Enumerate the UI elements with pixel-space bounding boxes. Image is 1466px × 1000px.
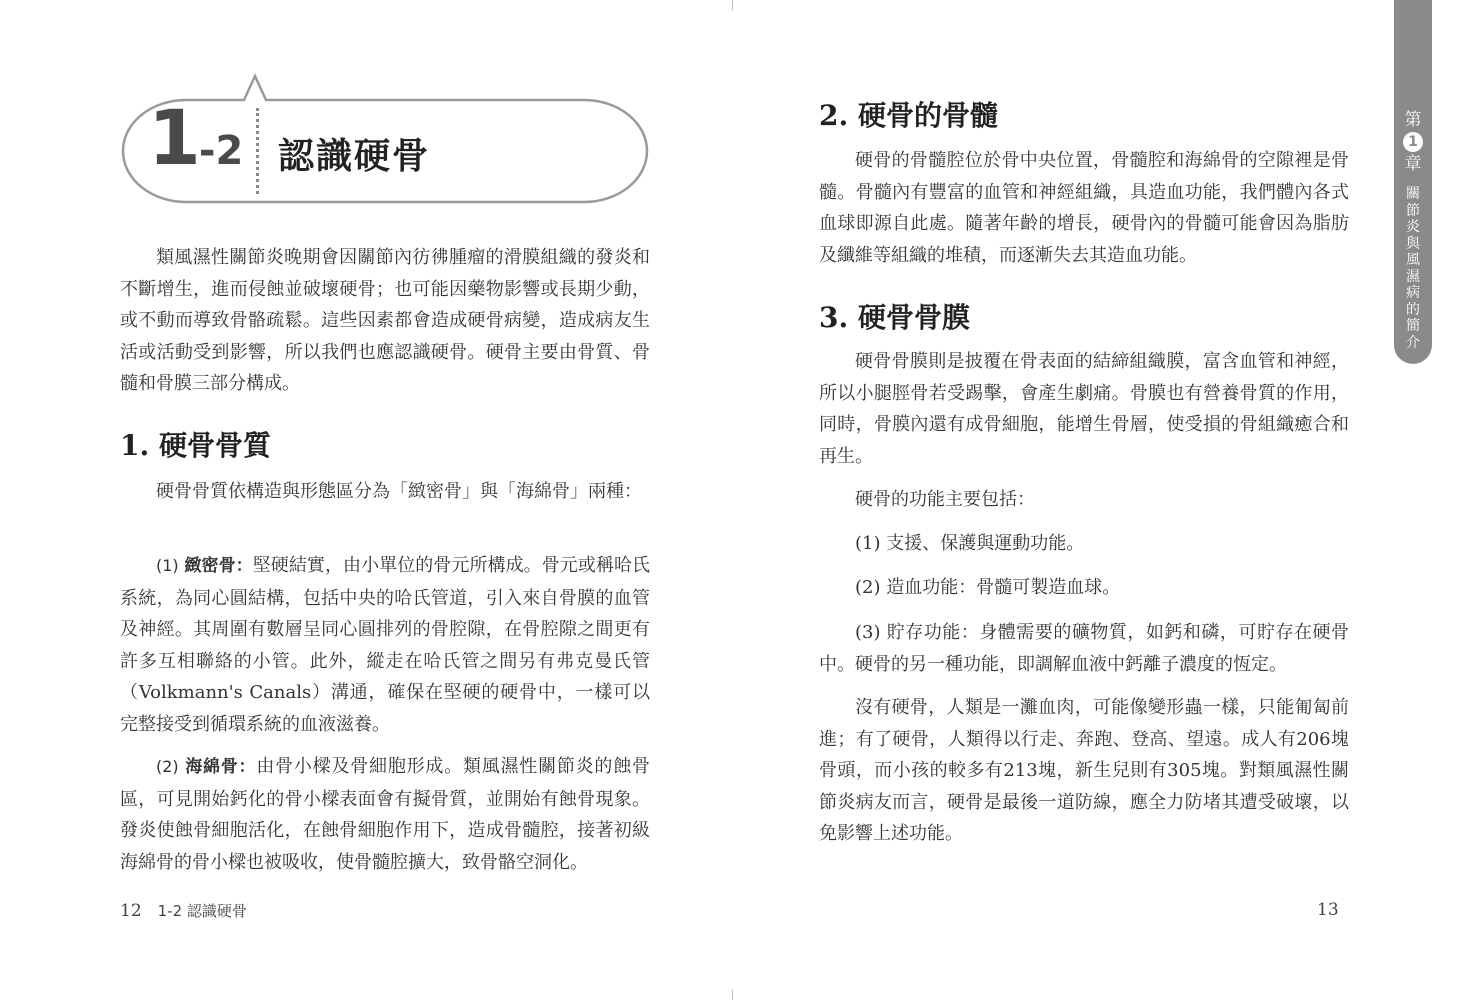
chapter-side-tab — [1394, 0, 1432, 364]
page-number-right: 13 — [1317, 900, 1339, 920]
right-page — [733, 0, 1466, 1000]
chapter-tab-di: 第 — [1404, 110, 1422, 130]
function-item-3: (3) 貯存功能：身體需要的礦物質，如鈣和磷，可貯存在硬骨中。硬骨的另一種功能，即調解血液中鈣離子濃度的恆定。 — [819, 622, 1349, 675]
section-title: 認識硬骨 — [278, 136, 431, 177]
item-number: (1) — [156, 556, 179, 575]
functions-intro: 硬骨的功能主要包括： — [855, 489, 1035, 510]
spongy-bone-paragraph — [120, 751, 650, 878]
chapter-tab-zhang: 章 — [1404, 154, 1422, 174]
spongy-bone-text: 由骨小樑及骨細胞形成。類風濕性關節炎的蝕骨區，可見開始鈣化的骨小樑表面會有擬骨質，並開始有蝕骨現象。發炎使蝕骨細胞活化，在蝕骨細胞作用下，造成骨髓腔，接著初級海綿骨的骨小樑也被吸收，使骨髓腔擴大，致骨骼空洞化。 — [120, 756, 651, 873]
page-number-left: 12 — [120, 901, 142, 921]
title-dotted-divider — [256, 108, 259, 194]
chapter-number-circle: 1 — [1403, 132, 1423, 152]
section-heading-3: 3. 硬骨骨膜 — [819, 301, 970, 334]
function-item-2: (2) 造血功能：骨髓可製造血球。 — [855, 577, 1121, 598]
item-number: (2) — [156, 757, 179, 776]
compact-bone-text: 堅硬結實，由小單位的骨元所構成。骨元或稱哈氏系統，為同心圓結構，包括中央的哈氏管道，引入來自骨膜的血管及神經。其周圍有數層呈同心圓排列的骨腔隙，在骨腔隙之間更有許多互相聯絡的小管。此外，縱走在哈氏管之間另有弗克曼氏管（Volkmann's Canals）溝通，確保在堅硬的硬骨中，一樣可以完整接受到循環系統的血液滋養。 — [120, 555, 651, 735]
chapter-tab-title: 關節炎與風濕病的簡介 — [1406, 186, 1420, 351]
section-number — [148, 93, 244, 182]
left-footer — [120, 900, 247, 921]
function-item-1: (1) 支援、保護與運動功能。 — [855, 533, 1085, 554]
running-header-section: 1-2 認識硬骨 — [157, 902, 247, 920]
intro-paragraph: 類風濕性關節炎晚期會因關節內彷彿腫瘤的滑膜組織的發炎和不斷增生，進而侵蝕並破壞硬骨；也可能因藥物影響或長期少動，或不動而導致骨骼疏鬆。這些因素都會造成硬骨病變，造成病友生活或活動受到影響，所以我們也應認識硬骨。硬骨主要由骨質、骨髓和骨膜三部分構成。 — [120, 247, 650, 394]
section-heading-1: 1. 硬骨骨質 — [120, 429, 271, 462]
section1-intro: 硬骨骨質依構造與形態區分為「緻密骨」與「海綿骨」兩種： — [156, 481, 642, 502]
compact-bone-paragraph — [120, 550, 650, 740]
bone-marrow-paragraph: 硬骨的骨髓腔位於骨中央位置，骨髓腔和海綿骨的空隙裡是骨髓。骨髓內有豐富的血管和神經組織，具造血功能，我們體內各式血球即源自此處。隨著年齡的增長，硬骨內的骨髓可能會因為脂肪及纖維等組織的堆積，而逐漸失去其造血功能。 — [819, 150, 1349, 266]
periosteum-paragraph: 硬骨骨膜則是披覆在骨表面的結締組織膜，富含血管和神經，所以小腿脛骨若受踢擊，會產生劇痛。骨膜也有營養骨質的作用，同時，骨膜內還有成骨細胞，能增生骨層，使受損的骨組織癒合和再生。 — [819, 351, 1349, 467]
term-compact-bone: 緻密骨： — [184, 556, 253, 576]
section-number-main: 1 — [148, 93, 199, 182]
closing-paragraph: 沒有硬骨，人類是一灘血肉，可能像變形蟲一樣，只能匍匐前進；有了硬骨，人類得以行走、奔跑、登高、望遠。成人有206塊骨頭，而小孩的較多有213塊，新生兒則有305塊。對類風濕性關節炎病友而言，硬骨是最後一道防線，應全力防堵其遭受破壞，以免影響上述功能。 — [819, 697, 1349, 844]
section-title-bubble — [118, 70, 652, 206]
section-heading-2: 2. 硬骨的骨髓 — [819, 99, 998, 132]
term-spongy-bone: 海綿骨： — [185, 757, 257, 777]
section-number-sub: -2 — [198, 128, 244, 174]
